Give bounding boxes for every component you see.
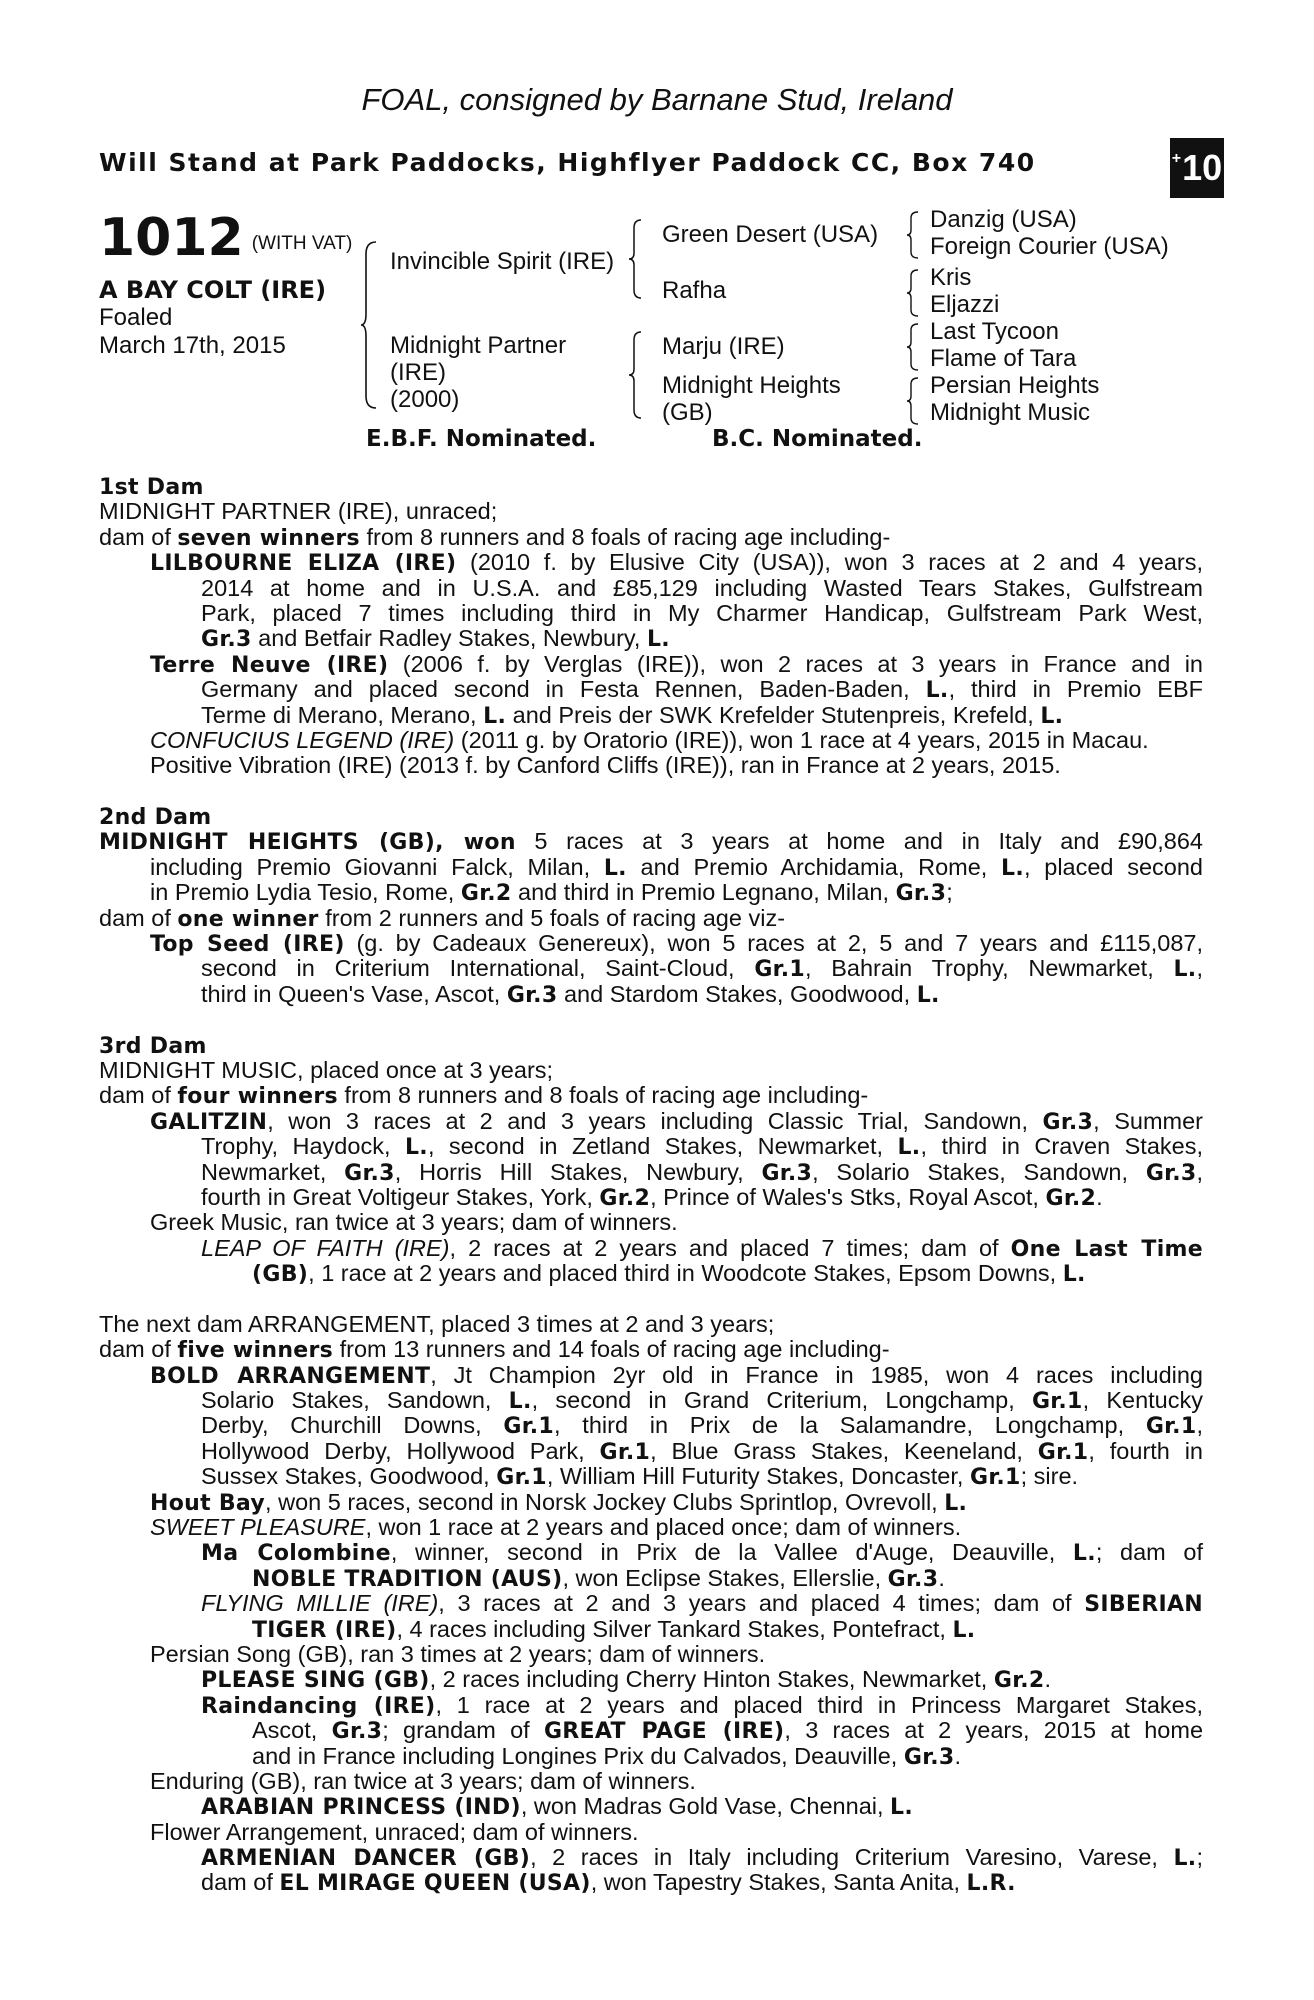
bold-text: Gr.3 <box>1145 1160 1197 1186</box>
bold-text: four winners <box>177 1084 338 1110</box>
text: , third in Craven Stakes, <box>920 1133 1203 1160</box>
bold-text: BOLD ARRANGEMENT <box>150 1363 431 1389</box>
text: ; grandam of <box>382 1717 544 1744</box>
consignor-line: FOAL, consigned by Barnane Stud, Ireland <box>361 82 953 117</box>
bold-text: Gr.1 <box>503 1414 555 1440</box>
produce-record <box>99 474 1203 1896</box>
vat-note: (WITH VAT) <box>251 233 353 254</box>
record-line <box>99 1210 1203 1235</box>
text: Greek Music, ran twice at 3 years; dam of winners. <box>150 1209 678 1236</box>
text: , Horris Hill Stakes, Newbury, <box>394 1158 762 1185</box>
record-line <box>99 1363 1203 1388</box>
record-line <box>99 1185 1203 1210</box>
text: Ascot, <box>252 1717 332 1744</box>
pedigree-dam-dam-line: Midnight Heights <box>662 372 841 399</box>
bold-text: Gr.3 <box>1042 1109 1094 1135</box>
text: fourth in Great Voltigeur Stakes, York, <box>201 1183 600 1210</box>
record-line <box>99 1058 1203 1083</box>
record-line <box>99 753 1203 778</box>
bold-text: GREAT PAGE (IRE) <box>543 1719 785 1745</box>
badge-mark: + <box>1171 150 1182 167</box>
text: . <box>1044 1666 1052 1693</box>
text: and Stardom Stakes, Goodwood, <box>557 980 917 1007</box>
record-line <box>99 1083 1203 1108</box>
bold-text: Gr.2 <box>1045 1185 1097 1211</box>
record-line <box>99 1769 1203 1794</box>
record-line <box>99 804 1203 829</box>
pedigree-dam-line: (2000) <box>390 386 460 413</box>
pedigree-dam-dam-line: (GB) <box>662 399 713 426</box>
text: ; <box>946 879 953 906</box>
bold-text: L.R. <box>966 1871 1016 1897</box>
text: , second in Zetland Stakes, Newmarket, <box>427 1133 898 1160</box>
record-line <box>99 1160 1203 1185</box>
bold-text: (GB) <box>252 1262 309 1288</box>
text: including Premio Giovanni Falck, Milan, <box>150 853 604 880</box>
text: (2006 f. by Verglas (IRE)), won 2 races at 3 years in France and in <box>388 650 1203 677</box>
bold-text: Top Seed (IRE) <box>150 932 345 958</box>
pedigree-dam-line: Midnight Partner <box>390 332 567 359</box>
section-gap <box>99 1287 1203 1312</box>
record-line <box>99 1337 1203 1362</box>
text: dam of <box>99 904 178 931</box>
ebf-nomination: E.B.F. Nominated. <box>366 426 597 452</box>
record-line <box>99 1134 1203 1159</box>
record-line <box>99 1515 1203 1540</box>
text: 2014 at home and in U.S.A. and £85,129 including Wasted Tears Stakes, Gulfstream <box>201 574 1203 601</box>
bold-text: Gr.3 <box>903 1744 955 1770</box>
text: , 3 races at 2 and 3 years and placed 4 times; dam of <box>438 1590 1085 1617</box>
record-line <box>99 1439 1203 1464</box>
text: , <box>1196 1412 1203 1439</box>
pedigree-sire-sire: Green Desert (USA) <box>662 221 879 248</box>
text: , winner, second in Prix de la Vallee d'Auge, Deauville, <box>390 1539 1073 1566</box>
foaled-label: Foaled <box>99 304 173 331</box>
record-line <box>99 880 1203 905</box>
text: . <box>1096 1183 1103 1210</box>
text: Hollywood Derby, Hollywood Park, <box>201 1437 600 1464</box>
bold-text: EL MIRAGE QUEEN (USA) <box>279 1871 591 1897</box>
text: . <box>954 1742 962 1769</box>
text: Positive Vibration (IRE) (2013 f. by Canford Cliffs (IRE)), ran in France at 2 years, 2015. <box>150 752 1061 779</box>
italic-text: FLYING MILLIE (IRE) <box>201 1590 439 1617</box>
bold-text: SIBERIAN <box>1084 1592 1203 1618</box>
bold-text: Gr.3 <box>895 881 947 907</box>
bold-text: Gr.3 <box>344 1160 395 1186</box>
text: , Jt Champion 2yr old in France in 1985, won 4 races including <box>430 1361 1203 1388</box>
pedigree-ggp-3: Kris <box>930 264 972 291</box>
text: , Bahrain Trophy, Newmarket, <box>804 955 1174 982</box>
bold-text: five winners <box>177 1338 334 1364</box>
record-line <box>99 906 1203 931</box>
bold-text: 3rd Dam <box>99 1033 207 1059</box>
bold-text: Gr.1 <box>754 957 805 983</box>
italic-text: SWEET PLEASURE <box>150 1514 366 1541</box>
record-line <box>99 931 1203 956</box>
text: , William Hill Futurity Stakes, Doncaster, <box>546 1463 970 1490</box>
pedigree-sire-dam: Rafha <box>662 277 727 304</box>
box-badge-icon <box>1170 138 1224 198</box>
bold-text: Gr.1 <box>1037 1439 1089 1465</box>
text: dam of <box>99 1082 178 1109</box>
record-line <box>99 956 1203 981</box>
bc-nomination: B.C. Nominated. <box>712 426 923 452</box>
bold-text: Gr.2 <box>993 1668 1045 1694</box>
text: and in France including Longines Prix du Calvados, Deauville, <box>252 1742 904 1769</box>
bold-text: GALITZIN <box>150 1109 268 1135</box>
text: , Blue Grass Stakes, Keeneland, <box>650 1437 1038 1464</box>
text: second in Criterium International, Saint-Cloud, <box>201 955 755 982</box>
text: , <box>1196 955 1203 982</box>
text: (2010 f. by Elusive City (USA)), won 3 races at 2 and 4 years, <box>456 549 1204 576</box>
bold-text: ARMENIAN DANCER (GB) <box>201 1846 531 1872</box>
record-line <box>99 728 1203 753</box>
text: from 13 runners and 14 foals of racing age including- <box>333 1336 890 1363</box>
text: from 2 runners and 5 foals of racing age viz- <box>318 904 786 931</box>
bold-text: Gr.3 <box>331 1719 383 1745</box>
bold-text: L. <box>1173 957 1197 983</box>
text: , 1 race at 2 years and placed third in Princess Margaret Stakes, <box>435 1691 1204 1718</box>
pedigree-dam-line: (IRE) <box>390 359 446 386</box>
bold-text: L. <box>404 1135 428 1161</box>
text: Flower Arrangement, unraced; dam of winners. <box>150 1818 639 1845</box>
foaled-date: March 17th, 2015 <box>99 332 286 359</box>
text: ; <box>1196 1844 1203 1871</box>
text: Solario Stakes, Sandown, <box>201 1387 509 1414</box>
record-line <box>99 1312 1203 1337</box>
text: dam of <box>99 1336 178 1363</box>
record-line <box>99 1794 1203 1819</box>
pedigree-ggp-1: Danzig (USA) <box>930 206 1077 233</box>
record-line <box>99 576 1203 601</box>
pedigree-brace-main <box>360 240 380 410</box>
text: , won Eclipse Stakes, Ellerslie, <box>562 1564 888 1591</box>
pedigree-ggp-2: Foreign Courier (USA) <box>930 233 1169 260</box>
bold-text: L. <box>944 1490 968 1516</box>
section-gap <box>99 779 1203 804</box>
stabling-location: Will Stand at Park Paddocks, Highflyer Paddock CC, Box 740 <box>99 148 1036 177</box>
text: Persian Song (GB), ran 3 times at 2 years; dam of winners. <box>150 1640 766 1667</box>
pedigree-dam-sire: Marju (IRE) <box>662 333 785 360</box>
record-line <box>99 550 1203 575</box>
text: Germany and placed second in Festa Rennen, Baden-Baden, <box>201 676 926 703</box>
bold-text: L. <box>890 1795 914 1821</box>
bold-text: Gr.3 <box>201 627 252 653</box>
record-line <box>99 829 1203 854</box>
bold-text: PLEASE SING (GB) <box>201 1668 430 1694</box>
lot-description: A BAY COLT (IRE) <box>99 276 327 304</box>
bold-text: seven winners <box>177 525 360 551</box>
pedigree-dam <box>390 332 566 413</box>
text: Trophy, Haydock, <box>201 1133 405 1160</box>
text: Sussex Stakes, Goodwood, <box>201 1463 497 1490</box>
pedigree-dam-dam <box>662 372 841 426</box>
pedigree-brace-ggp-1 <box>906 210 920 260</box>
bold-text: Gr.1 <box>599 1439 651 1465</box>
bold-text: Gr.1 <box>969 1465 1021 1491</box>
record-line <box>99 1693 1203 1718</box>
lot-number: 1012 <box>99 208 244 268</box>
bold-text: L. <box>483 703 507 729</box>
text: Terme di Merano, Merano, <box>201 701 484 728</box>
pedigree-brace-ggp-2 <box>906 268 920 318</box>
bold-text: L. <box>916 982 940 1008</box>
bold-text: Ma Colombine <box>201 1541 391 1567</box>
text: dam of <box>201 1869 280 1896</box>
text: (2011 g. by Oratorio (IRE)), won 1 race at 4 years, 2015 in Macau. <box>454 726 1149 753</box>
bold-text: Gr.1 <box>496 1465 547 1491</box>
pedigree-brace-ggp-3 <box>906 322 920 372</box>
record-line <box>99 1388 1203 1413</box>
text: 5 races at 3 years at home and in Italy and £90,864 <box>515 828 1203 855</box>
record-line <box>99 1718 1203 1743</box>
record-line <box>99 1490 1203 1515</box>
record-line <box>99 1870 1203 1895</box>
text: , won 1 race at 2 years and placed once; dam of winners. <box>365 1514 962 1541</box>
record-line <box>99 1261 1203 1286</box>
italic-text: LEAP OF FAITH (IRE) <box>201 1234 450 1261</box>
bold-text: NOBLE TRADITION (AUS) <box>252 1566 563 1592</box>
record-line <box>99 855 1203 880</box>
text: MIDNIGHT MUSIC, placed once at 3 years; <box>99 1056 554 1083</box>
text: from 8 runners and 8 foals of racing age including- <box>359 523 891 550</box>
text: , won Tapestry Stakes, Santa Anita, <box>590 1869 967 1896</box>
text: third in Queen's Vase, Ascot, <box>201 980 507 1007</box>
text: , 3 races at 2 years, 2015 at home <box>784 1717 1204 1744</box>
bold-text: L. <box>1072 1541 1096 1567</box>
text: , third in Premio EBF <box>948 676 1203 703</box>
bold-text: Terre Neuve (IRE) <box>150 652 389 678</box>
text: , won 5 races, second in Norsk Jockey Clubs Sprintlop, Ovrevoll, <box>265 1488 945 1515</box>
record-line <box>99 1667 1203 1692</box>
text: , placed second <box>1024 853 1203 880</box>
text: Park, placed 7 times including third in My Charmer Handicap, Gulfstream Park West, <box>201 599 1203 626</box>
bold-text: MIDNIGHT HEIGHTS (GB), won <box>99 830 516 856</box>
text: dam of <box>99 523 178 550</box>
bold-text: L. <box>1001 855 1025 881</box>
bold-text: Gr.2 <box>599 1185 651 1211</box>
text: , third in Prix de la Salamandre, Longchamp, <box>554 1412 1146 1439</box>
bold-text: L. <box>925 678 949 704</box>
lot-number-block <box>99 208 352 268</box>
bold-text: L. <box>897 1135 921 1161</box>
text: ; sire. <box>1020 1463 1079 1490</box>
text: , won 3 races at 2 and 3 years including Classic Trial, Sandown, <box>267 1107 1043 1134</box>
bold-text: L. <box>508 1389 532 1415</box>
pedigree-ggp-7: Persian Heights <box>930 372 1100 399</box>
record-line <box>99 601 1203 626</box>
bold-text: L. <box>952 1617 976 1643</box>
badge-number: 10 <box>1182 147 1223 188</box>
text: and Premio Archidamia, Rome, <box>626 853 1002 880</box>
pedigree-brace-sire <box>628 218 644 300</box>
text: from 8 runners and 8 foals of racing age including- <box>337 1082 869 1109</box>
italic-text: CONFUCIUS LEGEND (IRE) <box>150 726 455 753</box>
record-line <box>99 1642 1203 1667</box>
pedigree-ggp-8: Midnight Music <box>930 399 1091 426</box>
text: and Preis der SWK Krefelder Stutenpreis, Krefeld, <box>506 701 1041 728</box>
bold-text: Gr.3 <box>887 1566 939 1592</box>
bold-text: Raindancing (IRE) <box>201 1693 436 1719</box>
pedigree-brace-dam <box>628 330 644 420</box>
record-line <box>99 652 1203 677</box>
text: . <box>938 1564 945 1591</box>
text: , Solario Stakes, Sandown, <box>812 1158 1146 1185</box>
record-line <box>99 1540 1203 1565</box>
bold-text: Hout Bay <box>150 1490 266 1516</box>
bold-text: L. <box>603 855 627 881</box>
text: , second in Grand Criterium, Longchamp, <box>531 1387 1032 1414</box>
bold-text: Gr.1 <box>1031 1389 1083 1415</box>
bold-text: One Last Time <box>1010 1236 1204 1262</box>
record-line <box>99 1617 1203 1642</box>
bold-text: L. <box>1062 1262 1086 1288</box>
text: , 2 races at 2 years and placed 7 times; dam of <box>449 1234 1011 1261</box>
record-line <box>99 1413 1203 1438</box>
bold-text: Gr.2 <box>460 881 512 907</box>
record-line <box>99 1109 1203 1134</box>
pedigree-ggp-4: Eljazzi <box>930 291 1000 318</box>
text: , <box>1196 1158 1203 1185</box>
bold-text: L. <box>1040 703 1064 729</box>
text: , Kentucky <box>1082 1387 1203 1414</box>
text: , 4 races including Silver Tankard Stakes, Pontefract, <box>396 1615 953 1642</box>
bold-text: Gr.1 <box>1145 1414 1197 1440</box>
record-line <box>99 499 1203 524</box>
text: , 2 races in Italy including Criterium Varesino, Varese, <box>530 1844 1174 1871</box>
text: , 2 races including Cherry Hinton Stakes, Newmarket, <box>429 1666 994 1693</box>
text: , won Madras Gold Vase, Chennai, <box>520 1793 891 1820</box>
pedigree-ggp-6: Flame of Tara <box>930 345 1077 372</box>
pedigree-ggp-5: Last Tycoon <box>930 318 1059 345</box>
pedigree-sire: Invincible Spirit (IRE) <box>390 248 615 275</box>
bold-text: 1st Dam <box>99 475 204 500</box>
record-line <box>99 1566 1203 1591</box>
record-line <box>99 703 1203 728</box>
bold-text: ARABIAN PRINCESS (IND) <box>201 1795 521 1821</box>
record-line <box>99 1845 1203 1870</box>
text: Enduring (GB), ran twice at 3 years; dam of winners. <box>150 1767 696 1794</box>
bold-text: one winner <box>177 906 319 932</box>
record-line <box>99 525 1203 550</box>
text: ; dam of <box>1095 1539 1203 1566</box>
record-line <box>99 1744 1203 1769</box>
bold-text: Gr.3 <box>506 982 558 1008</box>
text: , Prince of Wales's Stks, Royal Ascot, <box>650 1183 1046 1210</box>
section-gap <box>99 1007 1203 1032</box>
record-line <box>99 1820 1203 1845</box>
bold-text: LILBOURNE ELIZA (IRE) <box>150 551 457 577</box>
text: and third in Premio Legnano, Milan, <box>511 879 896 906</box>
text: , Summer <box>1093 1107 1203 1134</box>
text: and Betfair Radley Stakes, Newbury, <box>251 625 647 652</box>
record-line <box>99 1591 1203 1616</box>
text: Derby, Churchill Downs, <box>201 1412 504 1439</box>
bold-text: Gr.3 <box>761 1160 813 1186</box>
text: , 1 race at 2 years and placed third in Woodcote Stakes, Epsom Downs, <box>308 1260 1063 1287</box>
record-line <box>99 1236 1203 1261</box>
record-line <box>99 1464 1203 1489</box>
text: Newmarket, <box>201 1158 345 1185</box>
foaled-info <box>99 304 286 360</box>
record-line <box>99 1033 1203 1058</box>
text: in Premio Lydia Tesio, Rome, <box>150 879 461 906</box>
text: The next dam ARRANGEMENT, placed 3 times at 2 and 3 years; <box>99 1310 775 1337</box>
text: (g. by Cadeaux Genereux), won 5 races at 2, 5 and 7 years and £115,087, <box>344 930 1203 957</box>
record-line <box>99 677 1203 702</box>
bold-text: L. <box>1173 1846 1197 1872</box>
pedigree-brace-ggp-4 <box>906 376 920 426</box>
bold-text: TIGER (IRE) <box>252 1617 397 1643</box>
record-line <box>99 474 1203 499</box>
bold-text: 2nd Dam <box>99 805 212 831</box>
record-line <box>99 982 1203 1007</box>
text: MIDNIGHT PARTNER (IRE), unraced; <box>99 498 498 525</box>
record-line <box>99 626 1203 651</box>
bold-text: L. <box>646 627 670 653</box>
text: , fourth in <box>1088 1437 1203 1464</box>
